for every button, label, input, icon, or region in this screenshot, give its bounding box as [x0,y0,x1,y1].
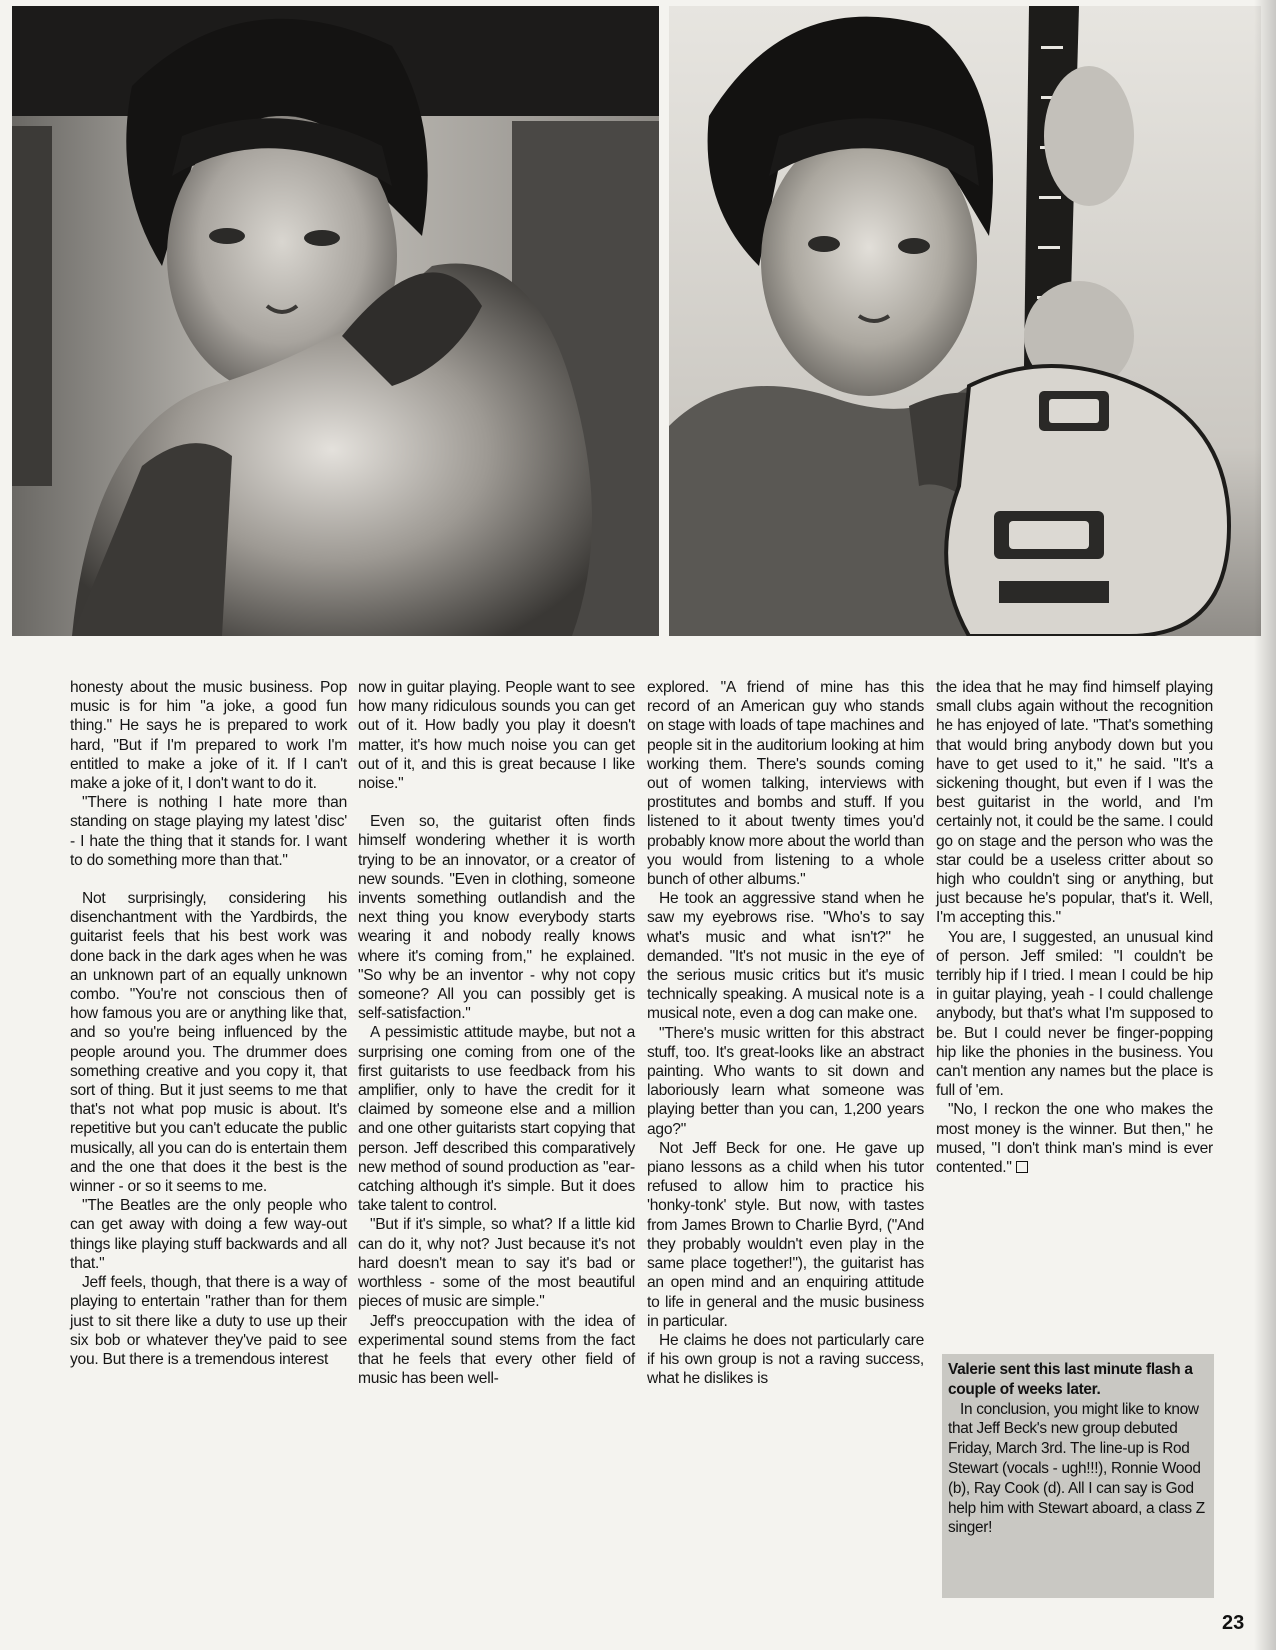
page-edge-shadow [1254,0,1276,1650]
paragraph: Not surprisingly, considering his disenchantment with the Yardbirds, the guitarist feels that his best work was done back in the dark ages when he was an unknown part of an equally unknown combo. "You're not conscious then of how famous you are or anything like that, and so you're being influenced by the people around you. The drummer does something creative and you copy it, that sort of thing. But it just seems to me that that's not what pop music is about. It's repetitive but you can't educate the public musically, all you can do is entertain them and the one that does it the best is the winner - or so it seems to me. [70,890,347,1196]
page-number: 23 [1222,1612,1245,1634]
paragraph: honesty about the music business. Pop music is for him "a joke, a good fun thing." He says he is prepared to work hard, "But if I'm prepared to work I'm entitled to make a joke of it. If I can't make a joke of it, I don't want to do it. [70,679,347,793]
paragraph: A pessimistic attitude maybe, but not a surprising one coming from one of the first guitarists to use feedback from his amplifier, only to have the credit for it claimed by someone else and a million and one other guitarists start copying that person. Jeff described this comparatively new method of sound production as "ear-catching although it's simple. But it does take talent to control. [358,1024,635,1215]
photo-left [12,6,659,636]
paragraph: He claims he does not particularly care if his own group is not a raving success, what he dislikes is [647,1331,924,1388]
paragraph: "But if it's simple, so what? If a little kid can do it, why not? Just because it's not hard doesn't mean to say it's bad or worthless - some of the most beautiful pieces of music are simple." [358,1216,635,1311]
article-column-1 [70,678,347,1369]
flash-heading: Valerie sent this last minute flash a couple of weeks later. [948,1361,1193,1398]
paragraph: "There is nothing I hate more than standing on stage playing my latest 'disc' - I hate the thing that it stands for. I want to do something more than that." [70,794,347,869]
photo-right [669,6,1261,636]
paragraph: Not Jeff Beck for one. He gave up piano lessons as a child when his tutor refused to allow him to practice his 'honky-tonk' style. But now, with tastes from James Brown to Charlie Byrd, ("And they probably wouldn't even play in the same place together!"), the guitarist has an open mind and an enquiring attitude to life in general and the music business in particular. [647,1139,924,1330]
flash-body: In conclusion, you might like to know that Jeff Beck's new group debuted Friday, March 3rd. The line-up is Rod Stewart (vocals - ugh!!!), Ronnie Wood (b), Ray Cook (d). All I can say is God help him with Stewart aboard, a class Z singer! [948,1400,1205,1537]
article-column-4 [936,678,1213,1177]
paragraph: He took an aggressive stand when he saw my eyebrows rise. "Who's to say what's music and what isn't?" he demanded. "It's not music in the eye of the serious music critics but it's music technically speaking. A musical note is a musical note, even a dog can make one. [647,890,924,1023]
paragraph: "There's music written for this abstract stuff, too. It's great-looks like an abstract painting. Who wants to sit down and laboriously learn what someone was playing better than you can, 1,200 years ago?" [647,1024,924,1138]
end-mark-icon [1016,1161,1028,1173]
portrait-with-guitar-photo-icon [669,6,1261,636]
late-flash-box [942,1354,1214,1598]
paragraph-last [936,1100,1213,1177]
paragraph: Jeff feels, though, that there is a way of playing to entertain "rather than for them just to sit there like a duty to use up their six bob or whatever they've paid to see you. But there is a tremendous interest [70,1274,347,1368]
paragraph: "The Beatles are the only people who can get away with doing a few way-out things like playing stuff backwards and all that." [70,1197,347,1272]
portrait-with-fur-photo-icon [12,6,659,636]
paragraph: Even so, the guitarist often finds himself wondering whether it is worth trying to be an innovator, or a creator of new sounds. "Even in clothing, someone invents something outlandish and the next thing you know everybody starts wearing it and nobody really knows where it's coming from," he explained. "So why be an inventor - why not copy someone? All you can possibly get is self-satisfaction." [358,813,635,1023]
paragraph: explored. "A friend of mine has this record of an American guy who stands on stage with loads of tape machines and people sit in the auditorium looking at him working them. There's sounds coming out of women talking, interviews with prostitutes and bombs and stuff. If you listened to it about twenty times you'd probably know more about the world than you would from listening to a whole bunch of other albums." [647,679,924,889]
paragraph: Jeff's preoccupation with the idea of experimental sound stems from the fact that he feels that every other field of music has been well- [358,1312,635,1388]
paragraph: now in guitar playing. People want to see how many ridiculous sounds you can get out of it. How badly you play it doesn't matter, it's how much noise you can get out of it, and this is great because I like noise." [358,679,635,793]
article-column-3 [647,678,924,1389]
paragraph-text: "No, I reckon the one who makes the most money is the winner. But then," he mused, "I don't think man's mind is ever contented." [936,1101,1213,1177]
paragraph: You are, I suggested, an unusual kind of person. Jeff smiled: "I couldn't be terribly hip if I tried. I mean I could be hip in guitar playing, yeah - I could challenge anybody, but that's what I'm supposed to be. But I could never be finger-popping hip like the phonies in the business. You can't mention any names but the place is full of 'em. [936,928,1213,1100]
article-column-2 [358,678,635,1388]
paragraph: the idea that he may find himself playing small clubs again without the recognition he has enjoyed of late. "That's something that would bring anybody down but you have to get used to it," he said. "It's a sickening thought, but even if I was the best guitarist in the world, and I'm certainly not, it could be the same. I could go on stage and the person who was the star could be a useless critter about so high who couldn't sing or anything, but just because he's popular, that's it. Well, I'm accepting this." [936,679,1213,927]
